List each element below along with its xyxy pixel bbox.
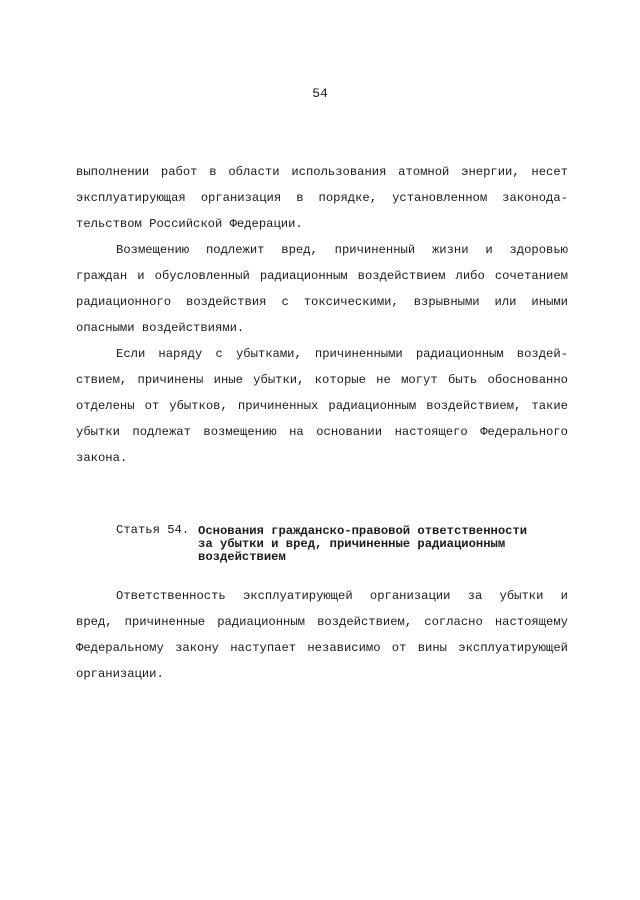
page-number: 54 [312,86,328,101]
paragraph-3-line-2: ствием, причинены иные убытки, которые не могут быть обоснованно [76,373,568,387]
paragraph-1-line-2: эксплуатирующая организация в порядке, установленном законода- [76,191,568,205]
paragraph-3-line-1: Если наряду с убытками, причиненными радиационным воздей- [116,347,568,361]
paragraph-2-line-3: радиационного воздействия с токсическими, взрывными или иными [76,295,568,309]
article-title-line-1: Основания гражданско-правовой ответственности [198,524,528,538]
paragraph-2-line-2: граждан и обусловленный радиационным воздействием либо сочетанием [76,269,568,283]
paragraph-2-line-1: Возмещению подлежит вред, причиненный жизни и здоровью [116,243,568,257]
article-label: Статья 54. [116,523,190,537]
paragraph-2-line-4: опасными воздействиями. [76,321,245,335]
paragraph-4-line-2: вред, причиненные радиационным воздействием, согласно настоящему [76,615,568,629]
paragraph-1-line-1: выполнении работ в области использования атомной энергии, несет [76,165,568,179]
article-title-line-2: за убытки и вред, причиненные радиационным [198,537,506,551]
paragraph-3-line-4: убытки подлежат возмещению на основании настоящего Федерального [76,425,568,439]
paragraph-4-line-4: организации. [76,667,164,681]
paragraph-3-line-3: отделены от убытков, причиненных радиационным воздействием, такие [76,399,568,413]
paragraph-3-line-5: закона. [76,451,128,465]
paragraph-4-line-3: Федеральному закону наступает независимо от вины эксплуатирующей [76,641,568,655]
paragraph-1-line-3: тельством Российской Федерации. [76,217,303,231]
article-title-line-3: воздействием [198,550,286,564]
paragraph-4-line-1: Ответственность эксплуатирующей организации за убытки и [116,589,568,603]
